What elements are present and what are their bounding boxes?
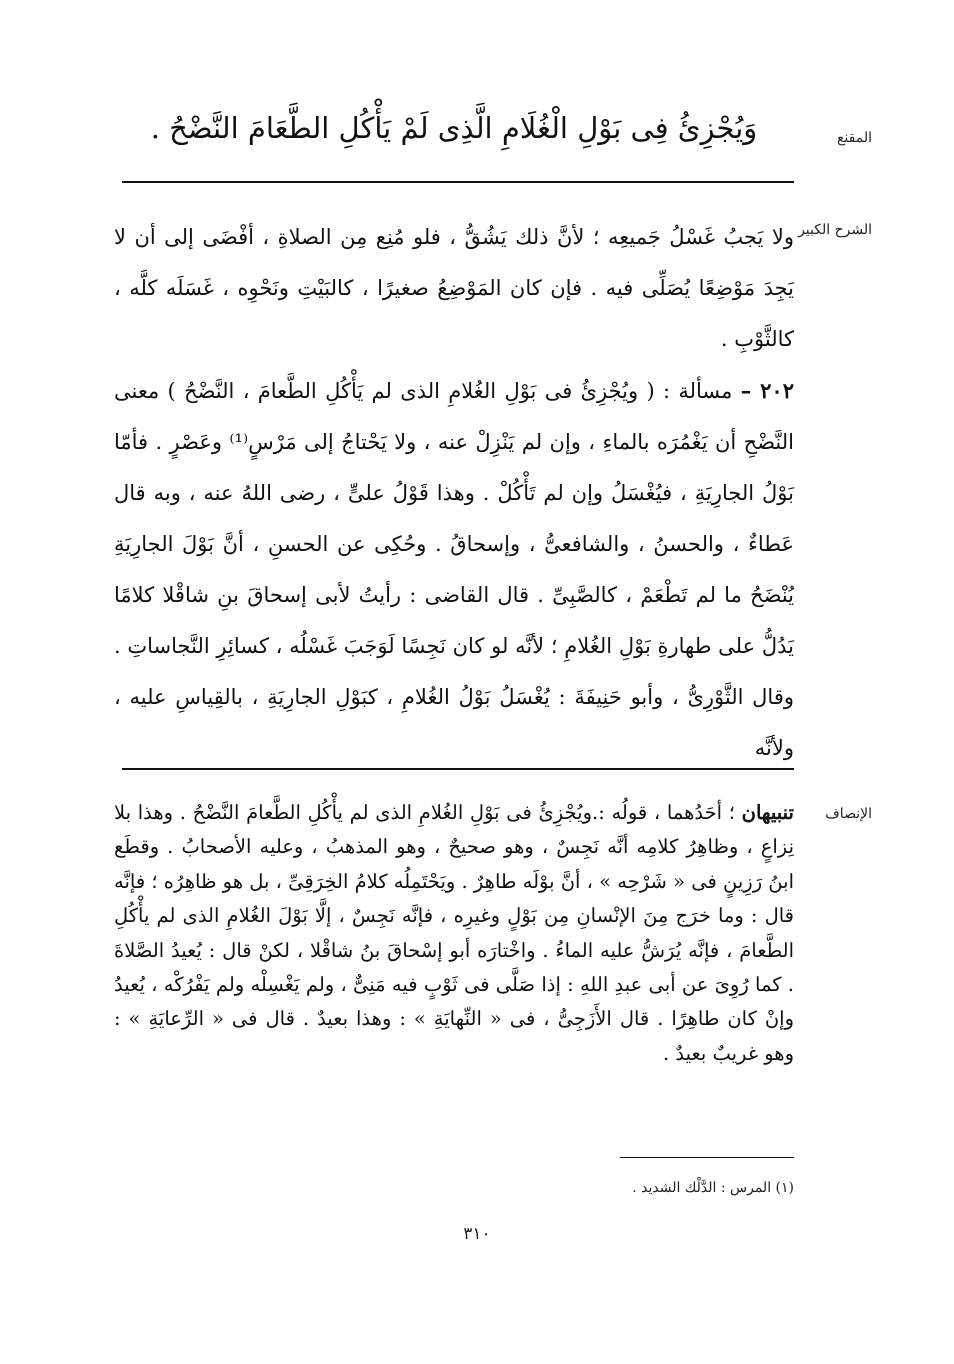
muqni-label: المقنع [836,130,872,146]
insaf-paragraph [114,796,794,1071]
sharh-paragraph-2 [114,365,794,774]
issue-number: ٢٠٢ – [740,378,794,403]
section-divider-top [122,181,794,183]
insaf-body [114,796,794,1071]
muqni-text: وَيُجْزِئُ فِى بَوْلِ الْغُلَامِ الَّذِى لَمْ يَأْكُلِ الطَّعَامَ النَّضْحُ . [150,111,758,145]
sharh-body [114,212,794,774]
footnote-divider [620,1157,794,1158]
sharh-paragraph-1: ولا يَجبُ غَسْلُ جَميعِه ؛ لأنَّ ذلك يَشُقُّ ، فلو مُنِع مِن الصلاةِ ، أفْضَى إلى أن لا يَجِدَ مَوْضِعًا يُصَلِّى فيه . فإن كان المَوْضِعُ صغيرًا ، كالبَيْتِ ونَحْوِه ، غَسَلَه كلَّه ، كالثَّوْبِ . [114,225,794,351]
insaf-lead: تنبيهان [741,801,794,824]
sharh-label: الشرح الكبير [798,222,872,238]
insaf-label: الإنصاف [825,806,872,822]
footnote: (١) المرس : الدَّلْك الشديد . [632,1180,794,1196]
insaf-text: ؛ أحَدُهما ، قولُه :.ويُجْزِئُ فى بَوْلِ الغُلامِ الذى لم يأْكُلِ الطَّعامَ النَّضْحُ . وهذا بلا نِزاعٍ ، وظاهِرُ كلامِه أنَّه نَجِسٌ ، وهو صحيحٌ ، وهو المذهبُ ، وعليه الأصحابُ . وقطَع ابنُ رَزِينٍ فى « شَرْحِه » ، أنَّ بوْلَه طاهِرٌ . ويَحْتَمِلُه كلامُ الخِرَقِىِّ ، بل هو ظاهِرُه ؛ فإنَّه قال : وما خرَج مِنَ الإنْسانِ مِن بَوْلٍ وغيرِه ، فإنَّه نَجِسٌ ، إلَّا بَوْلَ الغُلامِ الذى لم يأْكُلِ الطَّعامَ ، فإنَّه يُرَشُّ عليه الماءُ . واخْتارَه أبو إسْحاقَ بنُ شاقْلا ، لكنْ قال : يُعيدُ الصَّلاةَ . كما رُوِىَ عن أبى عبدِ اللهِ : إذا صَلَّى فى ثَوْبٍ فيه مَنِىٌّ ، ولم يَغْسِلْه ولم يَفْرُكْه ، يُعيدُ وإنْ كان طاهِرًا . قال الأَزَجِىُّ ، فى « النِّهايَةِ » : وهذا بعيدٌ . قال فى « الرِّعايَةِ » : وهو غريبٌ بعيدٌ . [114,801,794,1065]
page-number: ٣١٠ [463,1224,491,1244]
section-divider-middle [122,768,794,770]
sharh-paragraph-2-text: مسألة : ( ويُجْزِئُ فى بَوْلِ الغُلامِ الذى لم يَأْكُلِ الطَّعامَ ، النَّضْحُ ) معنى النَّضْحِ أن يَغْمُرَه بالماءِ ، وإن لم يَنْزِلْ عنه ، ولا يَحْتاجُ إلى مَرْسٍ⁽¹⁾ وعَصْرٍ . فأمّا بَوْلُ الجارِيَةِ ، فيُغْسَلُ وإن لم تَأْكُلْ . وهذا قَوْلُ علىٍّ ، رضى اللهُ عنه ، وبه قال عَطاءٌ ، والحسنُ ، والشافعىُّ ، وإسحاقُ . وحُكِى عن الحسنِ ، أنَّ بَوْلَ الجارِيَةِ يُنْضَحُ ما لم تَطْعَمْ ، كالصَّبِىِّ . قال القاضى : رأيتُ لأبى إسحاقَ بنِ شاقْلا كلامًا يَدُلُّ على طهارةِ بَوْلِ الغُلامِ ؛ لأنَّه لو كان نَجِسًا لَوَجَبَ غَسْلُه ، كسائِرِ النَّجاساتِ . وقال الثَّوْرِىُّ ، وأبو حَنِيفَةَ : يُغْسَلُ بَوْلُ الغُلامِ ، كبَوْلِ الجارِيَةِ ، بالقِياسِ عليه ، ولأنَّه [114,379,794,760]
